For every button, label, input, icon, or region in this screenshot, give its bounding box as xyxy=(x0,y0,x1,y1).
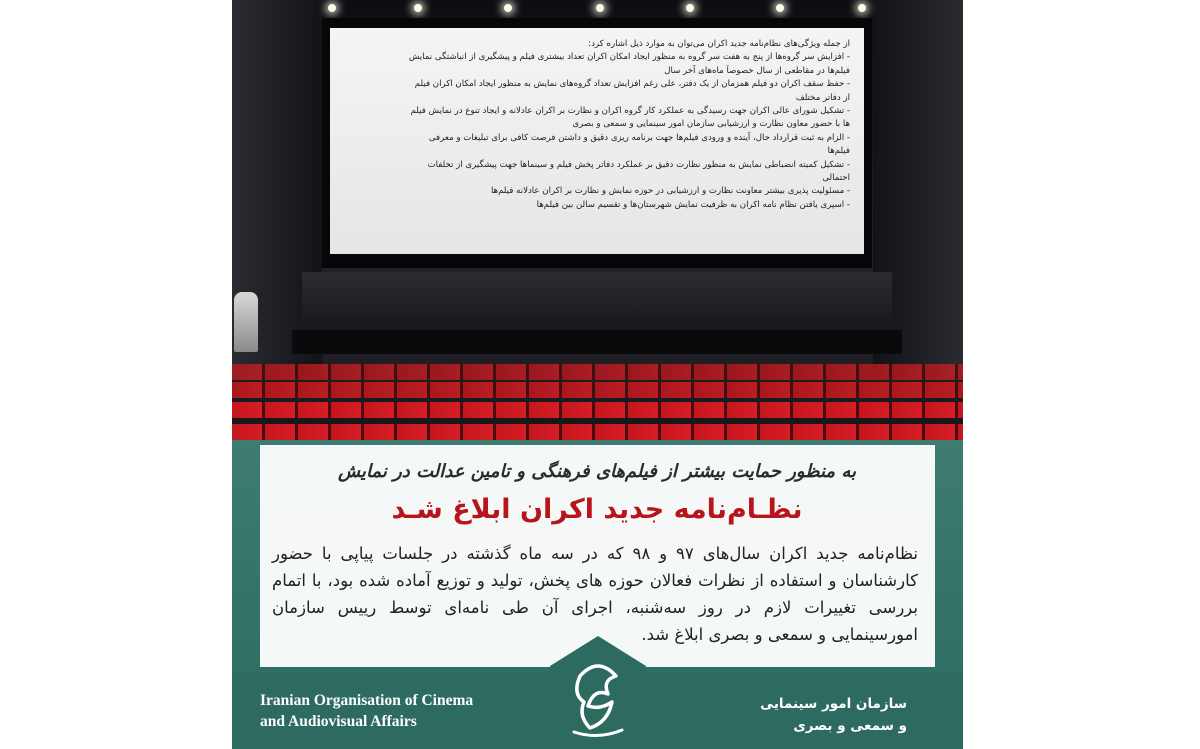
cinema-screen xyxy=(330,28,864,254)
seat-row xyxy=(232,402,963,418)
screen-text-line: از جمله ویژگی‌های نظام‌نامه جدید اکران می‌توان به موارد ذیل اشاره کرد: xyxy=(588,39,850,49)
organisation-logo xyxy=(550,636,646,748)
screen-text-line: - حفظ سقف اکران دو فیلم همزمان از یک دفتر، علی رغم افزایش تعداد گروه‌های نمایش به منظور ایجاد امکان اکران فیلم xyxy=(414,79,850,90)
stage-edge xyxy=(292,330,902,354)
organisation-name-line: and Audiovisual Affairs xyxy=(260,713,417,730)
screen-text-line: - الزام به ثبت قرارداد حال، آینده و ورودی فیلم‌ها جهت برنامه ریزی دقیق و داشتن فرصت کافی برای تبلیغات و معرفی xyxy=(428,132,850,143)
screen-text-line: از دفاتر مختلف xyxy=(795,92,850,103)
screen-text-line: فیلم‌ها در مقاطعی از سال خصوصاً ماه‌های آخر سال xyxy=(664,65,850,76)
organisation-name-line: و سمعی و بصری xyxy=(793,718,907,734)
seat-row xyxy=(232,424,963,440)
headline: نظـام‌نامه جدید اکران ابلاغ شـد xyxy=(391,494,803,525)
ceiling-light xyxy=(414,4,422,12)
screen-text-line: - اسپری یافتن نظام نامه اکران به ظرفیت نمایش شهرستان‌ها و تقسیم سالن بین فیلم‌ها xyxy=(536,199,850,210)
ceiling-light xyxy=(596,4,604,12)
organisation-name-line: سازمان امور سینمایی xyxy=(760,696,907,712)
poster xyxy=(232,0,963,749)
screen-text-line: احتمالی xyxy=(822,173,850,184)
ceiling-light xyxy=(686,4,694,12)
screen-text-line: - مسئولیت پذیری بیشتر معاونت نظارت و ارزشیابی در حوزه نمایش و نظارت بر اکران عادلانه فیلم‌ها xyxy=(490,186,850,197)
person-silhouette xyxy=(234,292,258,352)
seat-row xyxy=(232,382,963,398)
subtitle: به منظور حمایت بیشتر از فیلم‌های فرهنگی و تامین عدالت در نمایش xyxy=(337,461,856,482)
organisation-name-english xyxy=(260,690,560,732)
screen-text-line: - تشکیل کمیته انضباطی نمایش به منظور نظارت دقیق بر عملکرد دفاتر پخش فیلم و سینماها جهت پیشگیری از تخلفات xyxy=(427,159,850,170)
body-text: نظام‌نامه جدید اکران سال‌های ۹۷ و ۹۸ که در سه ماه گذشته در جلسات پیاپی با حضور کارشناسان و استفاده از نظرات فعالان حوزه های پخش، تولید و توزیع آماده شده بود، با اتمام بررسی تغییرات لازم در روز سه‌شنبه، اجرای آن طی نامه‌ای توسط رییس سازمان امورسینمایی و سمعی و بصری ابلاغ شد. xyxy=(272,544,918,644)
seat-rows xyxy=(232,362,963,440)
ceiling-light xyxy=(776,4,784,12)
theater-photo xyxy=(232,0,963,440)
ceiling-light xyxy=(504,4,512,12)
screen-text-line: - افزایش سر گروه‌ها از پنج به هفت سر گروه به منظور ایجاد امکان اکران تعداد بیشتری فیلم و پیشگیری از انباشتگی نمایش xyxy=(408,52,850,63)
screen-text-line: - تشکیل شورای عالی اکران جهت رسیدگی به عملکرد کار گروه اکران و نظارت بر اکران عادلانه و ایجاد تنوع در نمایش فیلم xyxy=(410,106,850,117)
screen-text-line: ها با حضور معاون نظارت و ارزشیابی سازمان امور سینمایی و سمعی و بصری xyxy=(572,119,850,130)
screen-text-line: فیلم‌ها xyxy=(827,146,850,157)
seat-row xyxy=(232,364,963,380)
ceiling-light xyxy=(858,4,866,12)
ceiling-light xyxy=(328,4,336,12)
organisation-name-persian xyxy=(687,693,907,737)
organisation-name-line: Iranian Organisation of Cinema xyxy=(260,692,474,709)
